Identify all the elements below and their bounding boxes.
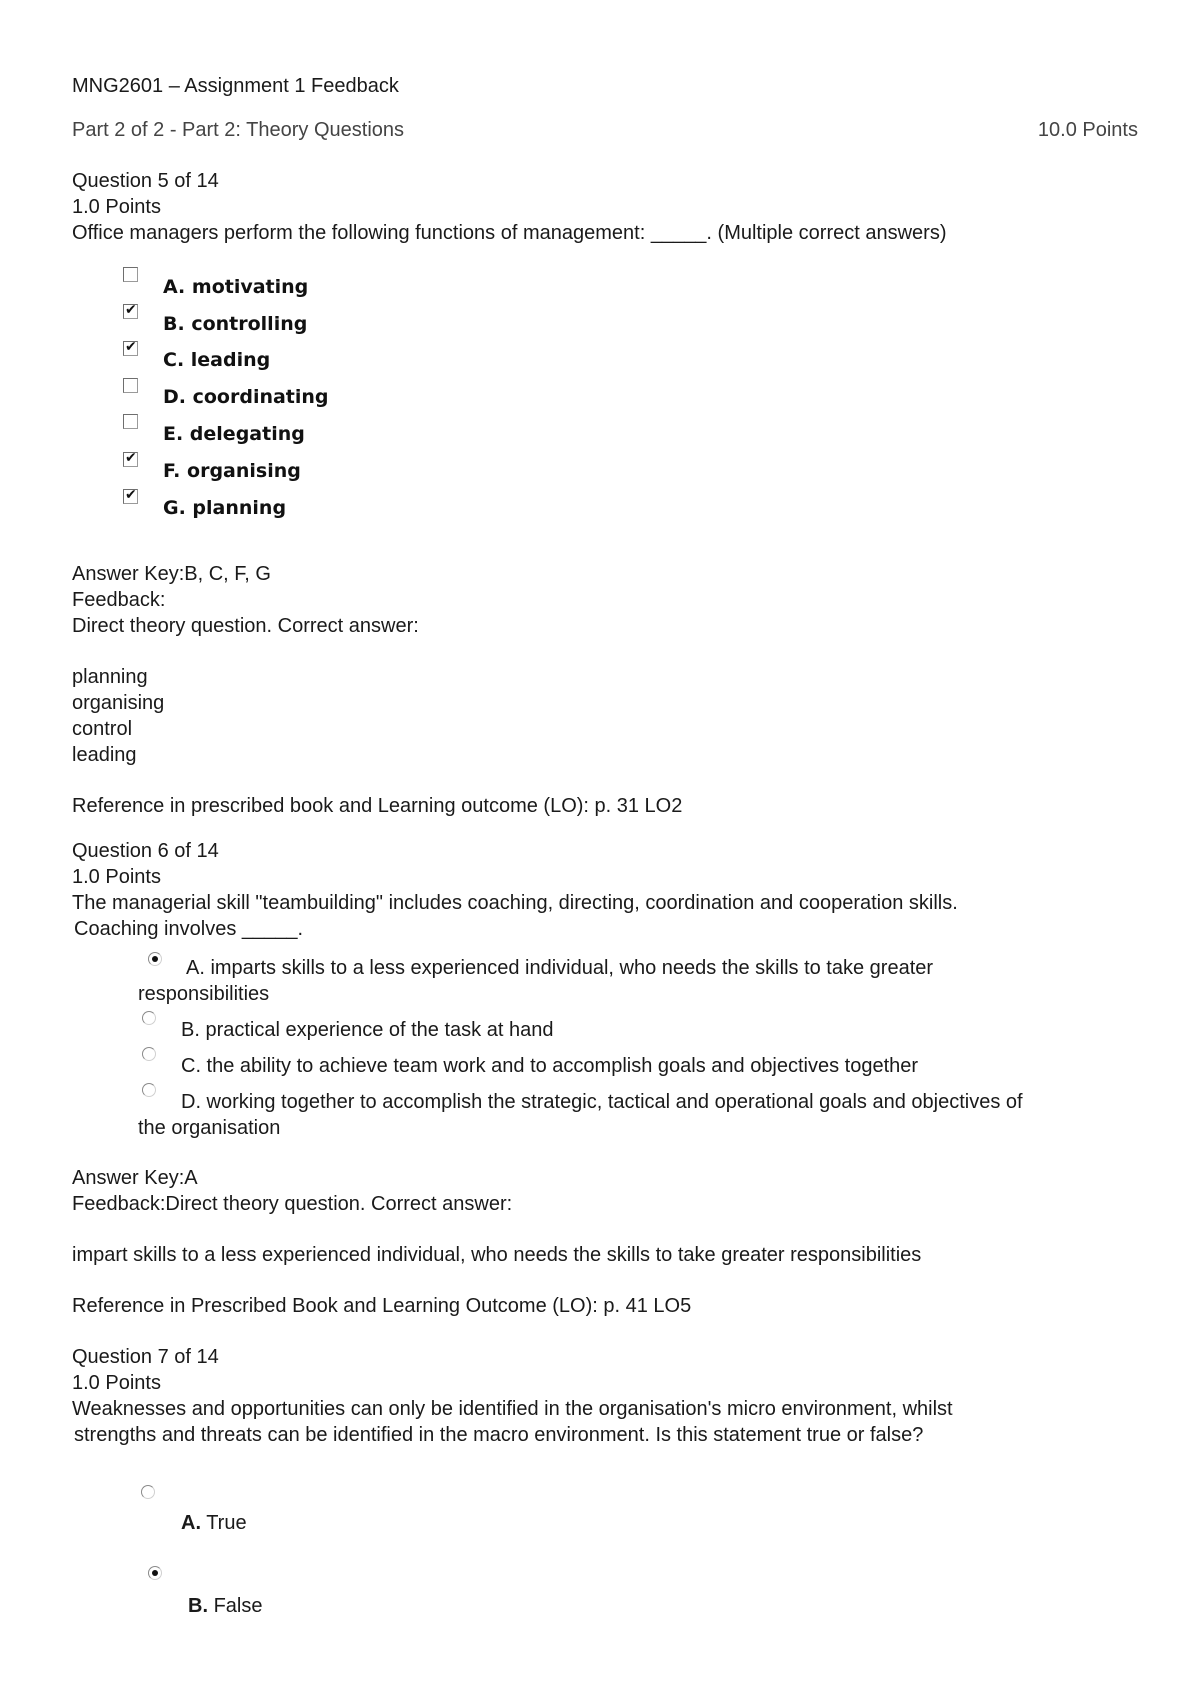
option-label: B. practical experience of the task at hand <box>181 1019 554 1041</box>
reference: Reference in Prescribed Book and Learning Outcome (LO): p. 41 LO5 <box>72 1295 692 1317</box>
option-label: A. motivating <box>163 276 309 298</box>
check-icon: ✔ <box>125 302 137 318</box>
question-text: Coaching involves _____. <box>74 918 304 940</box>
document-title: MNG2601 – Assignment 1 Feedback <box>72 75 399 97</box>
answer-item: planning <box>72 666 148 688</box>
checkbox[interactable] <box>123 489 138 504</box>
answer-key: Answer Key:B, C, F, G <box>72 563 271 585</box>
option-text <box>181 1510 247 1536</box>
checkbox[interactable] <box>123 414 138 429</box>
answer-text: impart skills to a less experienced individual, who needs the skills to take greater responsibilities <box>72 1244 922 1266</box>
radio-button[interactable] <box>142 1011 156 1025</box>
part-heading: Part 2 of 2 - Part 2: Theory Questions <box>72 119 405 141</box>
option-label: B. controlling <box>163 313 308 335</box>
answer-item: organising <box>72 692 165 714</box>
radio-button[interactable] <box>148 1566 162 1580</box>
question-text: Weaknesses and opportunities can only be identified in the organisation's micro environment, whilst <box>72 1398 953 1420</box>
option-label: F. organising <box>163 460 301 482</box>
option-text <box>188 1593 262 1619</box>
checkbox[interactable] <box>123 341 138 356</box>
feedback-label: Feedback: <box>72 589 166 611</box>
answer-item: control <box>72 718 133 740</box>
checkbox[interactable] <box>123 304 138 319</box>
question-points: 1.0 Points <box>72 196 161 218</box>
checkbox[interactable] <box>123 378 138 393</box>
radio-dot-icon <box>152 956 158 962</box>
answer-key: Answer Key:A <box>72 1167 198 1189</box>
check-icon: ✔ <box>125 487 137 503</box>
radio-dot-icon <box>152 1570 158 1576</box>
check-icon: ✔ <box>125 450 137 466</box>
radio-button[interactable] <box>141 1485 155 1499</box>
option-label: True <box>206 1512 247 1534</box>
checkbox[interactable] <box>123 267 138 282</box>
question-points: 1.0 Points <box>72 866 161 888</box>
question-number: Question 6 of 14 <box>72 840 219 862</box>
part-points: 10.0 Points <box>1037 119 1138 141</box>
answer-item: leading <box>72 744 137 766</box>
option-letter: B. <box>188 1595 208 1617</box>
radio-button[interactable] <box>142 1047 156 1061</box>
checkbox[interactable] <box>123 452 138 467</box>
option-label: A. imparts skills to a less experienced individual, who needs the skills to take greater <box>186 957 934 979</box>
radio-button[interactable] <box>142 1083 156 1097</box>
question-text: Office managers perform the following functions of management: _____. (Multiple correct answers) <box>72 222 947 244</box>
option-label: C. the ability to achieve team work and to accomplish goals and objectives together <box>181 1055 919 1077</box>
question-points: 1.0 Points <box>72 1372 161 1394</box>
document-page <box>72 0 1138 1698</box>
feedback-text: Direct theory question. Correct answer: <box>72 615 419 637</box>
option-letter: A. <box>181 1512 201 1534</box>
option-label-continued: responsibilities <box>138 983 270 1005</box>
option-label: C. leading <box>163 349 271 371</box>
reference: Reference in prescribed book and Learning outcome (LO): p. 31 LO2 <box>72 795 683 817</box>
option-label: D. working together to accomplish the strategic, tactical and operational goals and objectives of <box>181 1091 1023 1113</box>
check-icon: ✔ <box>125 339 137 355</box>
question-text: The managerial skill "teambuilding" includes coaching, directing, coordination and cooperation skills. <box>72 892 958 914</box>
question-number: Question 7 of 14 <box>72 1346 219 1368</box>
option-label-continued: the organisation <box>138 1117 281 1139</box>
feedback-text: Feedback:Direct theory question. Correct answer: <box>72 1193 513 1215</box>
question-text: strengths and threats can be identified in the macro environment. Is this statement true or false? <box>74 1424 924 1446</box>
option-label: D. coordinating <box>163 386 329 408</box>
question-number: Question 5 of 14 <box>72 170 219 192</box>
radio-button[interactable] <box>148 952 162 966</box>
option-label: E. delegating <box>163 423 305 445</box>
option-label: G. planning <box>163 497 287 519</box>
option-label: False <box>213 1595 263 1617</box>
